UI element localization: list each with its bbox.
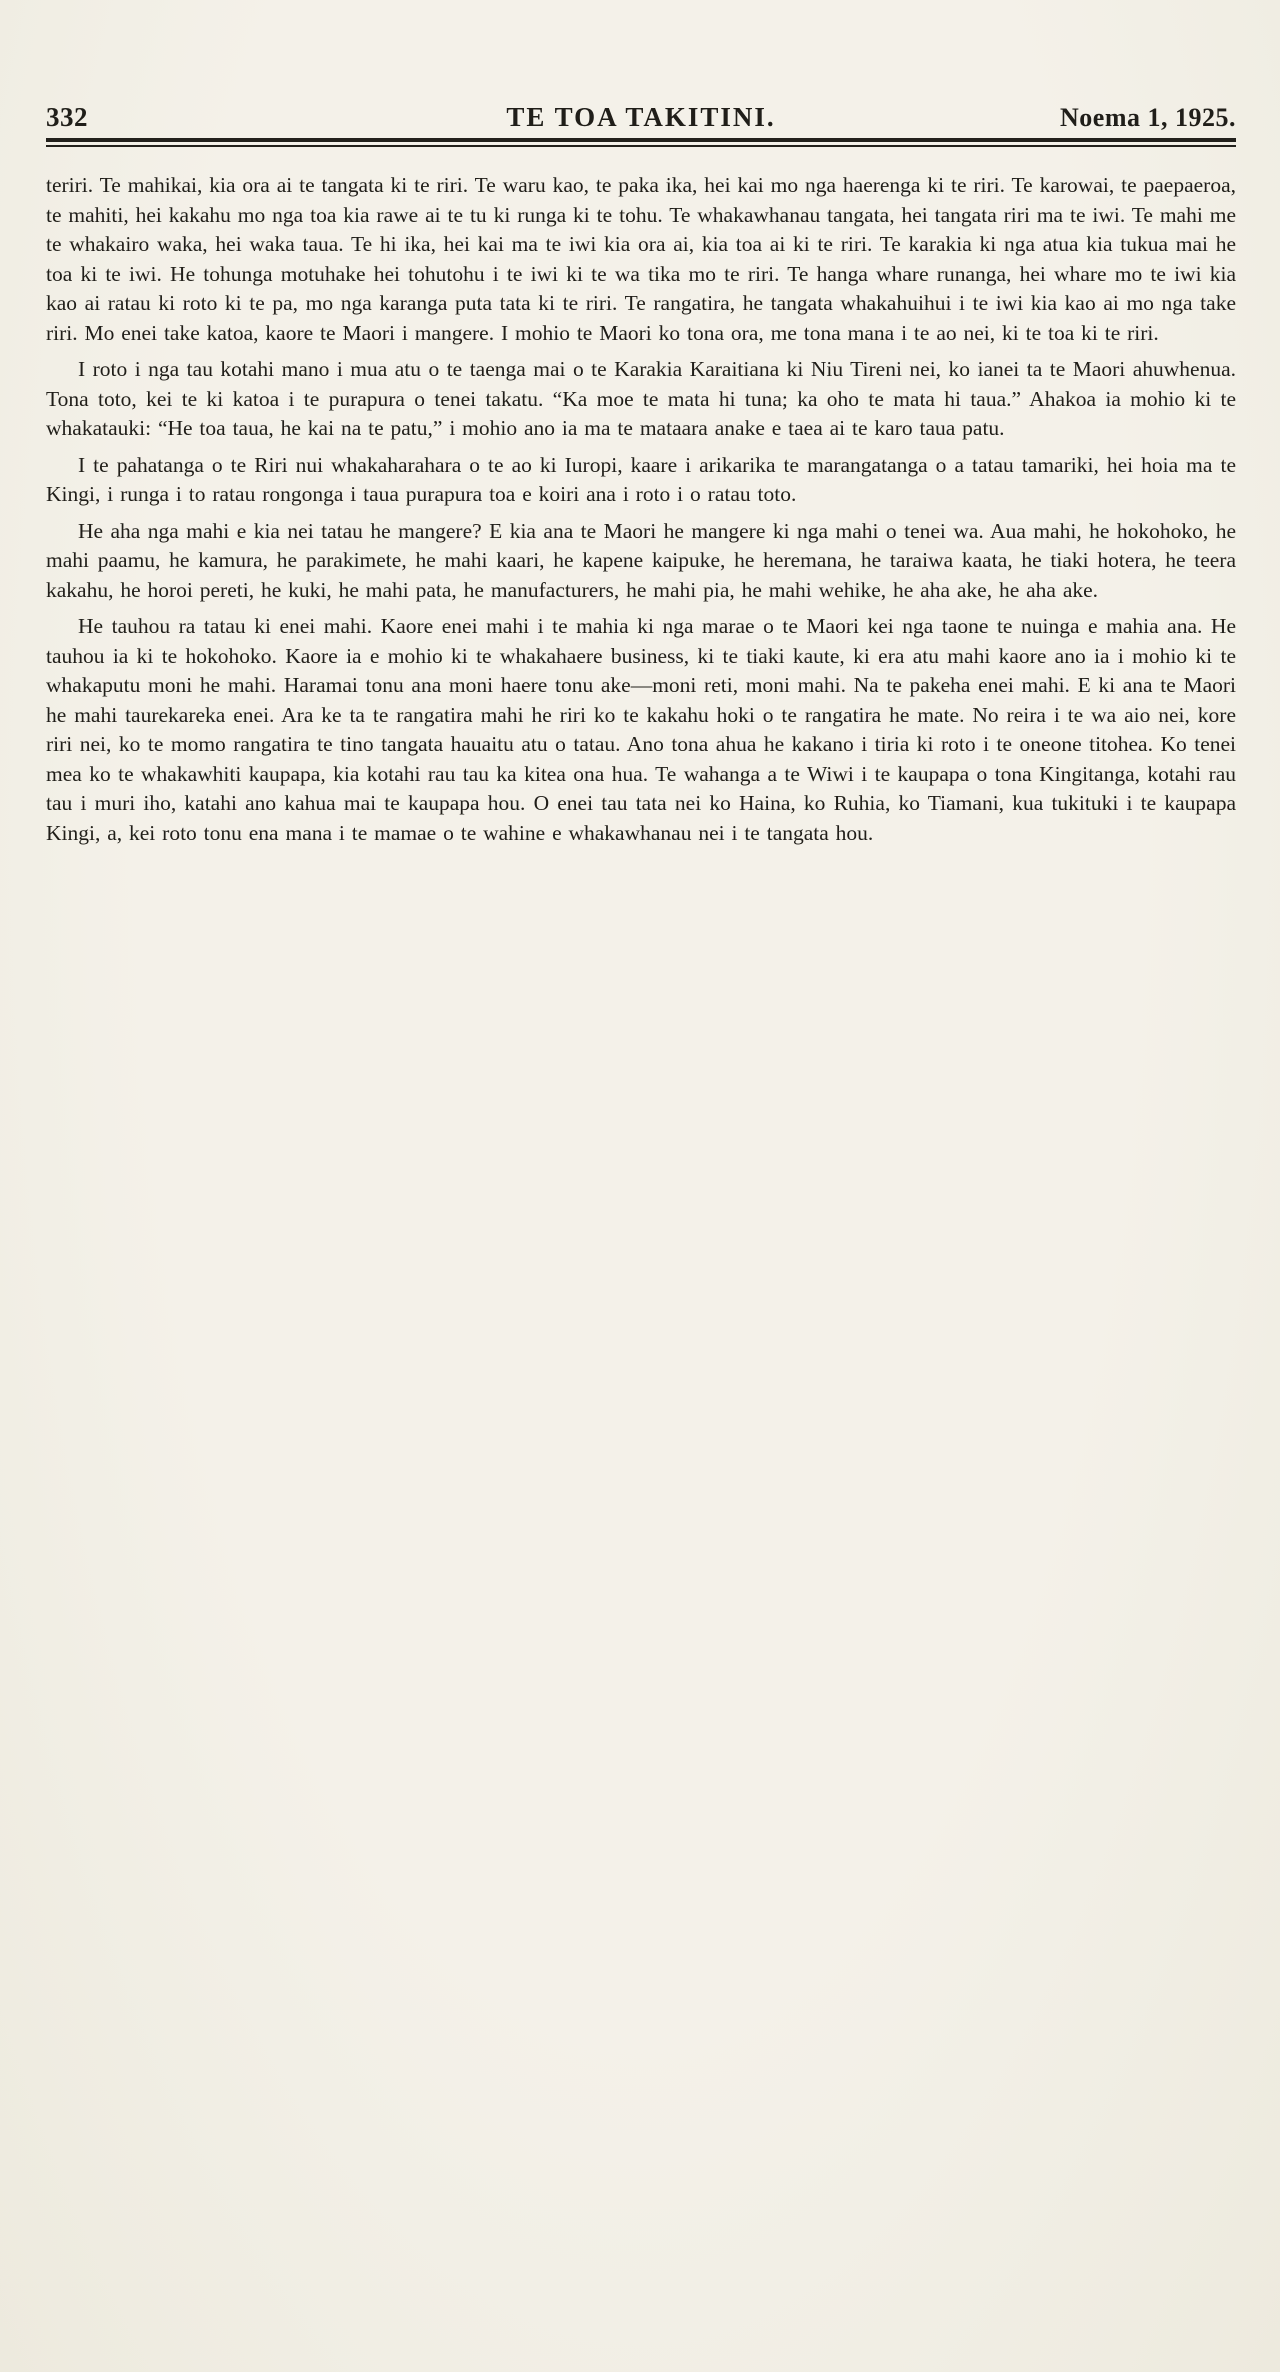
paragraph-5: He tauhou ra tatau ki enei mahi. Kaore enei mahi i te mahia ki nga marae o te Maori kei nga taone te nuinga e mahia ana. He tauhou ia ki te hokohoko. Kaore ia e mohio ki te whakahaere business, ki te tiaki kaute, ki era atu mahi kaore ano ia i mohio ki te whakaputu moni he mahi. Haramai tonu ana moni haere tonu ake—moni reti, moni mahi. Na te pakeha enei mahi. E ki ana te Maori he mahi taurekareka enei. Ara ke ta te rangatira mahi he riri ko te kakahu hoki o te rangatira he mate. No reira i te wa aio nei, kore riri nei, ko te momo rangatira te tino tangata hauaitu atu o tatau. Ano tona ahua he kakano i tiria ki roto i te oneone titohea. Ko tenei mea ko te whakawhiti kaupapa, kia kotahi rau tau ka kitea ona hua. Te wahanga a te Wiwi i te kaupapa o tona Kingitanga, kotahi rau tau i muri iho, katahi ano kahua mai te kaupapa hou. O enei tau tata nei ko Haina, ko Ruhia, ko Tiamani, kua tukituki i te kaupapa Kingi, a, kei roto tonu ena mana i te mamae o te wahine e whakawhanau nei i te tangata hou. [46,614,1236,845]
paragraph-3: I te pahatanga o te Riri nui whakaharahara o te ao ki Iuropi, kaare i arikarika te marangatanga o a tatau tamariki, hei hoia ma te Kingi, i runga i to ratau rongonga i taua purapura toa e koiri ana i roto i o ratau toto. [46,452,1236,506]
header-rule [46,138,1236,147]
document-page [0,0,1280,848]
paragraph-4: He aha nga mahi e kia nei tatau he mangere? E kia ana te Maori he mangere ki nga mahi o tenei wa. Aua mahi, he hokohoko, he mahi paamu, he kamura, he parakimete, he mahi kaari, he kapene kaipuke, he heremana, he taraiwa kaata, he tiaki hotera, he teera kakahu, he horoi pereti, he kuki, he mahi pata, he manufacturers, he mahi pia, he mahi wehike, he aha ake, he aha ake. [46,518,1236,602]
article-body [46,171,1236,848]
paragraph-1: teriri. Te mahikai, kia ora ai te tangata ki te riri. Te waru kao, te paka ika, hei kai mo nga haerenga ki te riri. Te karowai, te paepaeroa, te mahiti, hei kakahu mo nga toa kia rawe ai te tu ki runga ki te tohu. Te whakawhanau tangata, hei tangata riri ma te iwi. Te mahi me te whakairo waka, hei waka taua. Te hi ika, hei kai ma te iwi kia ora ai, kia toa ai ki te riri. Te karakia ki nga atua kia tukua mai he toa ki te iwi. He tohunga motuhake hei tohutohu i te iwi ki te wa tika mo te riri. Te hanga whare runanga, hei whare mo te iwi kia kao ai ratau ki roto ki te pa, mo nga karanga puta tata ki te riri. Te rangatira, he tangata whakahuihui i te iwi kia kao ai mo nga take riri. Mo enei take katoa, kaore te Maori i mangere. I mohio te Maori ko tona ora, me tona mana i te ao nei, ki te toa ki te riri. [46,173,1236,345]
issue-date: Noema 1, 1925. [1060,103,1236,132]
page-number: 332 [46,102,88,132]
page-header [46,102,1236,133]
paragraph-2: I roto i nga tau kotahi mano i mua atu o te taenga mai o te Karakia Karaitiana ki Niu Tireni nei, ko ianei ta te Maori ahuwhenua. Tona toto, kei te ki katoa i te purapura o tenei takatu. “Ka moe te mata hi tuna; ka oho te mata hi taua.” Ahakoa ia mohio ki te whakatauki: “He toa taua, he kai na te patu,” i mohio ano ia ma te mataara anake e taea ai te karo taua patu. [46,357,1236,440]
journal-title: TE TOA TAKITINI. [506,102,776,132]
